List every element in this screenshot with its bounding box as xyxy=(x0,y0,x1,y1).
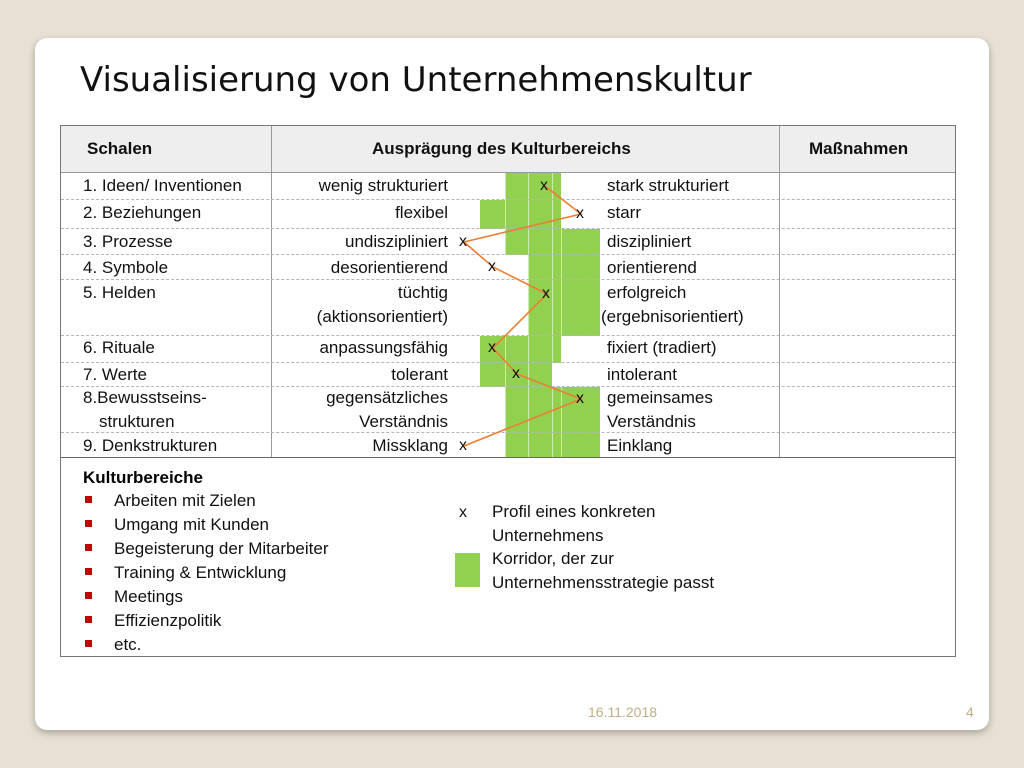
row-left-pole: Missklang xyxy=(372,436,448,455)
legend-item: Arbeiten mit Zielen xyxy=(114,491,256,510)
legend-item: etc. xyxy=(114,635,142,654)
profile-x-mark: x xyxy=(488,258,496,275)
row-label: 5. Helden xyxy=(83,283,156,302)
profile-line xyxy=(61,126,957,466)
row-left-pole-sub: Verständnis xyxy=(359,412,448,431)
row-label-sub: strukturen xyxy=(99,412,175,431)
legend-item: Meetings xyxy=(114,587,183,606)
row-label: 4. Symbole xyxy=(83,258,169,277)
row-left-pole: wenig strukturiert xyxy=(318,176,448,195)
profile-x-mark: x xyxy=(576,205,584,222)
row-left-pole: flexibel xyxy=(395,203,448,222)
row-right-pole-sub: (ergebnisorientiert) xyxy=(601,307,744,326)
page-number: 4 xyxy=(966,704,974,720)
row-right-pole: erfolgreich xyxy=(607,283,687,302)
slide-title: Visualisierung von Unternehmenskultur xyxy=(80,60,752,100)
legend-title: Kulturbereiche xyxy=(83,468,203,487)
legend-x-text: Profil eines konkreten xyxy=(492,502,656,521)
bullet-icon xyxy=(85,544,92,551)
row-label: 2. Beziehungen xyxy=(83,203,202,222)
legend-x-text-2: Unternehmens xyxy=(492,526,604,545)
row-left-pole: tüchtig xyxy=(397,283,448,302)
header-expression: Ausprägung des Kulturbereichs xyxy=(372,139,631,158)
row-left-pole: gegensätzliches xyxy=(326,388,448,407)
profile-x-mark: x xyxy=(512,365,520,382)
bullet-icon xyxy=(85,568,92,575)
row-right-pole: diszipliniert xyxy=(607,232,692,251)
legend-green-text: Korridor, der zur xyxy=(492,549,614,568)
row-right-pole: orientierend xyxy=(607,258,697,277)
row-left-pole: desorientierend xyxy=(330,258,448,277)
bullet-icon xyxy=(85,496,92,503)
row-right-pole: intolerant xyxy=(607,365,677,384)
row-left-pole: tolerant xyxy=(391,365,448,384)
row-label: 7. Werte xyxy=(83,365,147,384)
row-label: 8.Bewusstseins- xyxy=(83,388,207,407)
header-measures: Maßnahmen xyxy=(809,139,909,158)
footer-date: 16.11.2018 xyxy=(588,704,658,720)
row-left-pole-sub: (aktionsorientiert) xyxy=(316,307,448,326)
legend-item: Umgang mit Kunden xyxy=(114,515,269,534)
bullet-icon xyxy=(85,640,92,647)
profile-x-mark: x xyxy=(459,437,467,454)
bullet-icon xyxy=(85,616,92,623)
row-right-pole: fixiert (tradiert) xyxy=(607,338,717,357)
row-right-pole: starr xyxy=(607,203,641,222)
profile-x-mark: x xyxy=(576,390,584,407)
legend-corridor-swatch xyxy=(455,553,480,587)
row-right-pole: Einklang xyxy=(607,436,673,455)
row-label: 1. Ideen/ Inventionen xyxy=(83,176,242,195)
bullet-icon xyxy=(85,592,92,599)
row-left-pole: anpassungsfähig xyxy=(319,338,448,357)
row-right-pole-sub: Verständnis xyxy=(607,412,696,431)
row-label: 3. Prozesse xyxy=(83,232,173,251)
legend-item: Begeisterung der Mitarbeiter xyxy=(114,539,329,558)
profile-x-mark: x xyxy=(459,233,467,250)
bullet-icon xyxy=(85,520,92,527)
row-left-pole: undiszipliniert xyxy=(345,232,448,251)
legend-green-text-2: Unternehmensstrategie passt xyxy=(492,573,715,592)
legend-item: Training & Entwicklung xyxy=(114,563,287,582)
row-label: 9. Denkstrukturen xyxy=(83,436,218,455)
culture-table xyxy=(60,125,956,657)
row-label: 6. Rituale xyxy=(83,338,155,357)
row-right-pole: gemeinsames xyxy=(607,388,713,407)
profile-x-mark: x xyxy=(540,177,548,194)
profile-x-mark: x xyxy=(488,339,496,356)
row-right-pole: stark strukturiert xyxy=(607,176,729,195)
header-scales: Schalen xyxy=(87,139,153,158)
legend-item: Effizienzpolitik xyxy=(114,611,222,630)
profile-x-mark: x xyxy=(542,285,550,302)
legend-x-mark: x xyxy=(459,504,467,521)
